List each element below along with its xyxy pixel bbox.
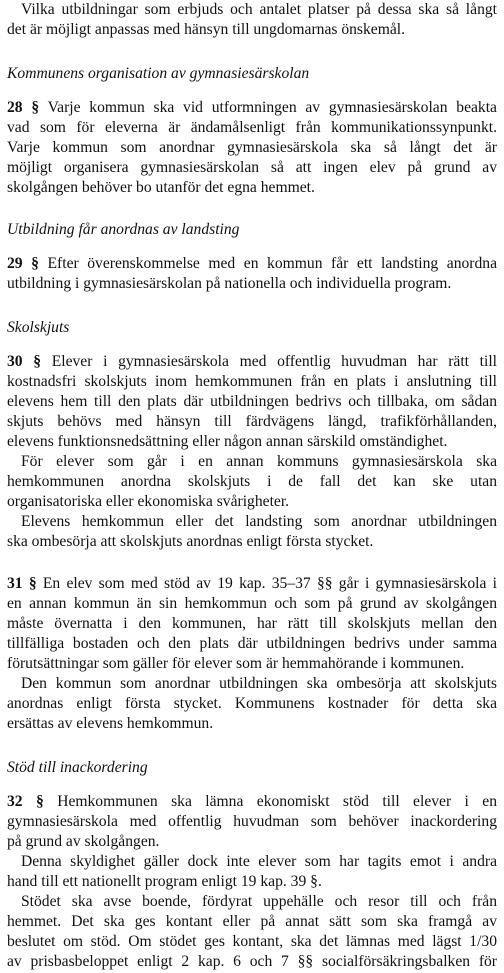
paragraph-31-stycke-2 [7, 674, 497, 734]
text-line: Stödet ska avse boende, fördyrat uppehälle och resor till och från [21, 893, 497, 910]
text-line: För elever som går i en annan kommuns gymnasiesärskola ska [21, 453, 497, 470]
section-number: 30 § [7, 353, 42, 370]
section-number: 31 § [7, 575, 37, 592]
text-line: Varje kommun som anordnar gymnasiesärskola ska så långt det är [7, 139, 497, 156]
text-line: organisatoriska eller ekonomiska svårigheter. [7, 493, 290, 510]
paragraph-30-stycke-3 [7, 512, 497, 552]
text-line: anordnas enligt första stycket. Kommunens kostnader för detta ska [7, 695, 497, 712]
text-line: kostnadsfri skolskjuts inom hemkommunen från en plats i anslutning till [7, 373, 497, 390]
text-line: Elevens hemkommun eller det landsting som anordnar utbildningen [21, 513, 497, 530]
text-line: Den kommun som anordnar utbildningen ska ombesörja att skolskjuts [21, 675, 497, 692]
intro-paragraph [7, 0, 497, 40]
section-number: 32 § [7, 793, 44, 810]
document-page [7, 0, 497, 972]
text-line: Hemkommunen ska lämna ekonomiskt stöd till elever i en [57, 793, 497, 810]
text-line: En elev som med stöd av 19 kap. 35–37 §§ går i gymnasiesärskola i [42, 575, 497, 592]
text-line: av prisbasbeloppet enligt 2 kap. 6 och 7 §§ socialförsäkringsbalken för [7, 953, 497, 970]
text-line: elevens hem till den plats där utbildningen bedrivs och tillbaka, om sådan [7, 393, 497, 410]
section-heading: Utbildning får anordnas av landsting [7, 221, 240, 238]
text-line: måste övernatta i den kommunen, har rätt till skolskjuts mellan den [7, 615, 497, 632]
paragraph-30-stycke-2 [7, 452, 497, 512]
paragraph-32 [7, 792, 497, 852]
text-line: en annan kommun än sin hemkommun och som på grund av skolgången [7, 595, 497, 612]
text-line: Denna skyldighet gäller dock inte elever som har tagits emot i andra [21, 853, 497, 870]
text-line: utbildning i gymnasiesärskolan på nationella och individuella program. [7, 275, 452, 292]
text-line: det är möjligt anpassas med hänsyn till ungdomarnas önskemål. [7, 21, 405, 38]
paragraph-28 [7, 98, 497, 198]
text-line: tillfälliga bostaden och den plats där utbildningen bedrivs under samma [7, 635, 497, 652]
text-line: ersättas av elevens hemkommun. [7, 715, 214, 732]
paragraph-31 [7, 574, 497, 674]
text-line: vad som för eleverna är ändamålsenligt från kommunikationssynpunkt. [7, 119, 497, 136]
text-line: Vilka utbildningar som erbjuds och antalet platser på dessa ska så långt [21, 1, 497, 18]
text-line: skolgången behöver bo utanför det egna hemmet. [7, 179, 315, 196]
text-line: Varje kommun ska vid utformningen av gymnasiesärskolan beakta [47, 99, 497, 116]
text-line: Efter överenskommelse med en kommun får ett landsting anordna [47, 255, 497, 272]
section-heading: Kommunens organisation av gymnasiesärskolan [7, 65, 310, 82]
text-line: beslutet om stöd. Om stödet ges kontant, ska det lämnas med lägst 1/30 [7, 933, 497, 950]
text-line: Elever i gymnasiesärskola med offentlig huvudman har rätt till [51, 353, 498, 370]
text-line: hemkommunen anordna skolskjuts i de fall det kan ske utan [7, 473, 497, 490]
text-line: gymnasiesärskola med offentlig huvudman som behöver inackordering [7, 813, 497, 830]
section-number: 29 § [7, 255, 39, 272]
section-heading: Stöd till inackordering [7, 759, 148, 776]
text-line: elevens funktionsnedsättning eller någon annan särskild omständighet. [7, 433, 448, 450]
text-line: hemmet. Det ska ges kontant eller på annat sätt som ska framgå av [7, 913, 497, 930]
paragraph-30 [7, 352, 497, 452]
text-line: ska ombesörja att skolskjuts anordnas enligt första stycket. [7, 533, 374, 550]
text-line: möjligt organisera gymnasiesärskolan så att ingen elev på grund av [7, 159, 497, 176]
paragraph-32-stycke-2 [7, 852, 497, 892]
text-line: förutsättningar som gäller för elever som är hemmahörande i kommunen. [7, 655, 465, 672]
section-number: 28 § [7, 99, 40, 116]
text-line: skjuts behövs med hänsyn till färdvägens längd, trafikförhållanden, [7, 413, 497, 430]
text-line: på grund av skolgången. [7, 833, 160, 850]
paragraph-29 [7, 254, 497, 294]
paragraph-32-stycke-3 [7, 892, 497, 972]
text-line: hand till ett nationellt program enligt 19 kap. 39 §. [7, 873, 322, 890]
section-heading: Skolskjuts [7, 319, 70, 336]
